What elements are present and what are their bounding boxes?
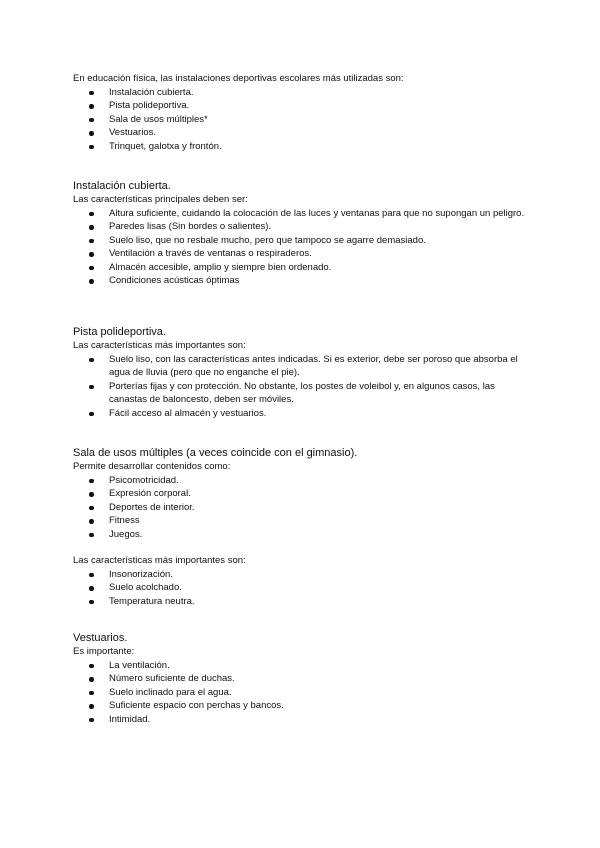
list-item: Suelo liso, con las características antes indicadas. Si es exterior, debe ser poroso que absorba el agua de lluvia (pero que no enganche el pie). <box>73 353 533 380</box>
list-item: Paredes lisas (Sin bordes o salientes). <box>73 220 533 234</box>
list-item: Suelo inclinado para el agua. <box>73 686 533 700</box>
pista-section <box>73 325 533 420</box>
section-subtitle: Las características principales deben ser: <box>73 194 248 205</box>
list-item: Expresión corporal. <box>73 487 533 501</box>
list-item: Fácil acceso al almacén y vestuarios. <box>73 407 533 421</box>
section-heading: Vestuarios. <box>73 632 128 644</box>
intro-section <box>73 72 533 153</box>
section-subtitle: Las características más importantes son: <box>73 555 246 566</box>
spacer <box>73 541 533 554</box>
list-item: Pista polideportiva. <box>73 99 533 113</box>
sala-section <box>73 446 533 608</box>
list-item: Porterías fijas y con protección. No obstante, los postes de voleibol y, en algunos casos, las canastas de baloncesto, deben ser móviles. <box>73 380 533 407</box>
section-heading: Instalación cubierta. <box>73 180 171 192</box>
list-item: Suelo liso, que no resbale mucho, pero que tampoco se agarre demasiado. <box>73 234 533 248</box>
list-item: Sala de usos múltiples* <box>73 113 533 127</box>
list-item: Condiciones acústicas óptimas <box>73 274 533 288</box>
pista-list <box>73 353 533 421</box>
sala-contenidos-list <box>73 474 533 542</box>
list-item: Altura suficiente, cuidando la colocación de las luces y ventanas para que no supongan un peligro. <box>73 207 533 221</box>
list-item: Vestuarios. <box>73 126 533 140</box>
list-item: Trinquet, galotxa y frontón. <box>73 140 533 154</box>
list-item: Juegos. <box>73 528 533 542</box>
intro-text: En educación física, las instalaciones deportivas escolares más utilizadas son: <box>73 73 404 84</box>
list-item: Temperatura neutra. <box>73 595 533 609</box>
cubierta-section <box>73 179 533 288</box>
list-item: Fitness <box>73 514 533 528</box>
vestuarios-section <box>73 631 533 726</box>
section-subtitle: Permite desarrollar contenidos como: <box>73 461 231 472</box>
intro-list <box>73 86 533 154</box>
list-item: Número suficiente de duchas. <box>73 672 533 686</box>
sala-caracteristicas-list <box>73 568 533 609</box>
section-subtitle: Es importante: <box>73 646 135 657</box>
list-item: Ventilación a través de ventanas o respiraderos. <box>73 247 533 261</box>
section-heading: Pista polideportiva. <box>73 326 166 338</box>
list-item: Suelo acolchado. <box>73 581 533 595</box>
list-item: Instalación cubierta. <box>73 86 533 100</box>
section-subtitle: Las características más importantes son: <box>73 340 246 351</box>
vestuarios-list <box>73 659 533 727</box>
cubierta-list <box>73 207 533 288</box>
list-item: Deportes de interior. <box>73 501 533 515</box>
list-item: Suficiente espacio con perchas y bancos. <box>73 699 533 713</box>
list-item: Insonorización. <box>73 568 533 582</box>
list-item: La ventilación. <box>73 659 533 673</box>
list-item: Almacén accesible, amplio y siempre bien ordenado. <box>73 261 533 275</box>
list-item: Intimidad. <box>73 713 533 727</box>
list-item: Psicomotricidad. <box>73 474 533 488</box>
section-heading: Sala de usos múltiples (a veces coincide con el gimnasio). <box>73 447 358 459</box>
